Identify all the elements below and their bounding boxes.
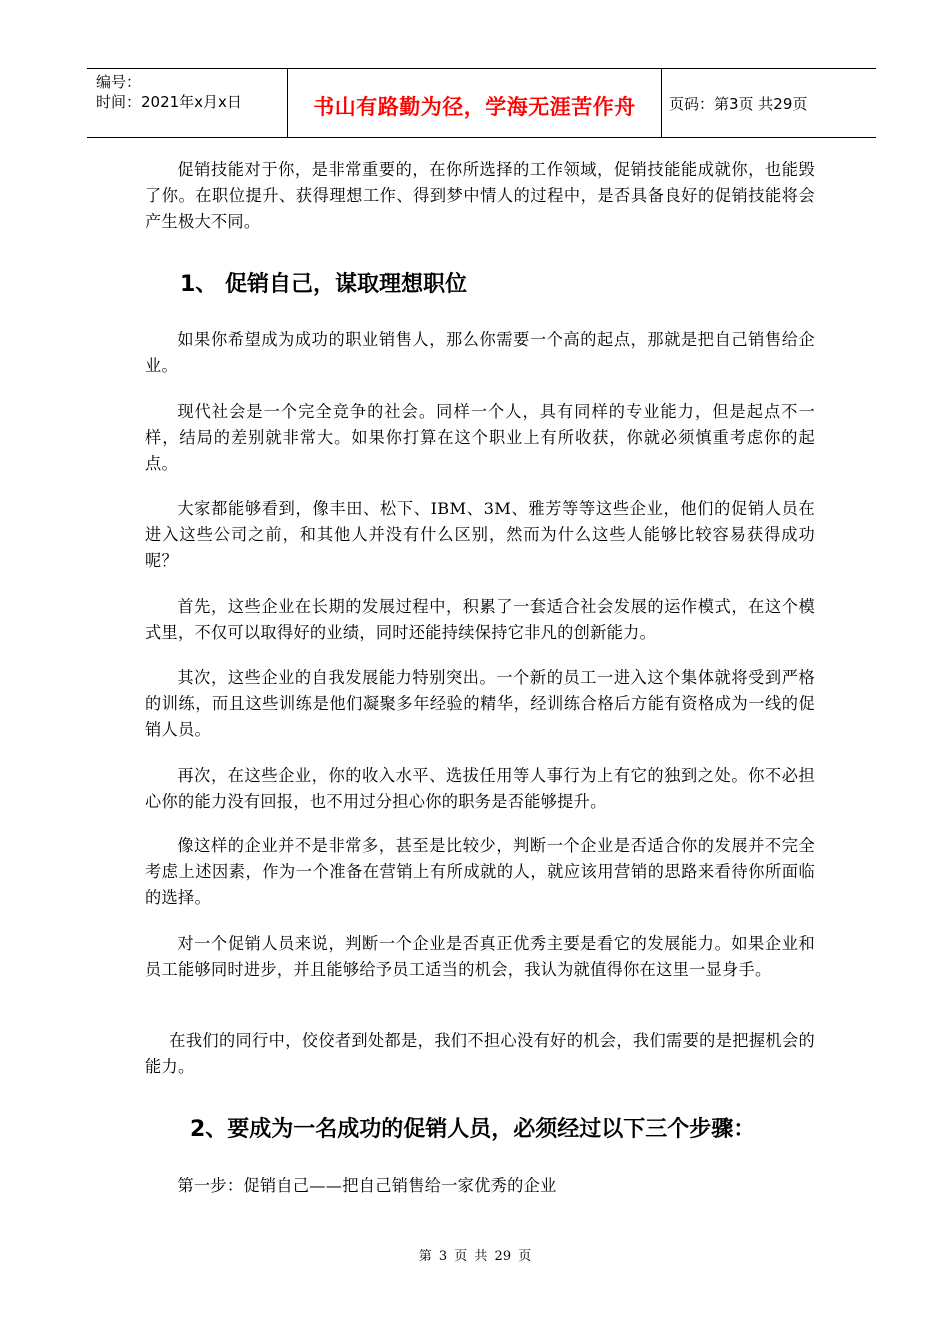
section-1-paragraph-3: 大家都能够看到，像丰田、松下、IBM、3M、雅芳等等这些企业，他们的促销人员在进入这些公司之前，和其他人并没有什么区别，然而为什么这些人能够比较容易获得成功呢？ [145, 499, 815, 570]
section-1-heading: 1、 促销自己，谋取理想职位 [180, 272, 467, 297]
section-1-paragraph-6: 再次，在这些企业，你的收入水平、选拔任用等人事行为上有它的独到之处。你不必担心你的能力没有回报，也不用过分担心你的职务是否能够提升。 [145, 766, 815, 811]
document-number-label: 编号： [96, 73, 142, 91]
page-header-table [87, 68, 876, 138]
section-1-paragraph-8: 对一个促销人员来说，判断一个企业是否真正优秀主要是看它的发展能力。如果企业和员工能够同时进步，并且能够给予员工适当的机会，我认为就值得你在这里一显身手。 [145, 934, 815, 979]
document-time-label: 时间：2021年x月x日 [96, 93, 242, 111]
section-1-paragraph-7: 像这样的企业并不是非常多，甚至是比较少，判断一个企业是否适合你的发展并不完全考虑上述因素，作为一个准备在营销上有所成就的人，就应该用营销的思路来看待你所面临的选择。 [145, 836, 815, 907]
section-2-heading: 2、要成为一名成功的促销人员，必须经过以下三个步骤： [190, 1117, 756, 1142]
section-1-paragraph-5: 其次，这些企业的自我发展能力特别突出。一个新的员工一进入这个集体就将受到严格的训练，而且这些训练是他们凝聚多年经验的精华，经训练合格后方能有资格成为一线的促销人员。 [145, 668, 815, 739]
header-motto-cell [287, 69, 662, 137]
page-footer: 第 3 页 共 29 页 [418, 1249, 532, 1264]
section-1-paragraph-2: 现代社会是一个完全竞争的社会。同样一个人，具有同样的专业能力，但是起点不一样，结局的差别就非常大。如果你打算在这个职业上有所收获，你就必须慎重考虑你的起点。 [145, 402, 815, 473]
intro-paragraph: 促销技能对于你，是非常重要的，在你所选择的工作领域，促销技能能成就你，也能毁了你。在职位提升、获得理想工作、得到梦中情人的过程中，是否具备良好的促销技能将会产生极大不同。 [145, 160, 815, 231]
header-page-number: 页码：第3页 共29页 [669, 95, 808, 113]
section-1-paragraph-1: 如果你希望成为成功的职业销售人，那么你需要一个高的起点，那就是把自己销售给企业。 [145, 330, 815, 375]
section-1-paragraph-9: 在我们的同行中，佼佼者到处都是，我们不担心没有好的机会，我们需要的是把握机会的能力。 [145, 1031, 815, 1076]
header-meta-cell [87, 69, 287, 137]
header-page-cell [661, 69, 876, 137]
section-2-step-1: 第一步：促销自己——把自己销售给一家优秀的企业 [177, 1176, 557, 1195]
header-motto: 书山有路勤为径，学海无涯苦作舟 [313, 95, 636, 119]
section-1-paragraph-4: 首先，这些企业在长期的发展过程中，积累了一套适合社会发展的运作模式，在这个模式里，不仅可以取得好的业绩，同时还能持续保持它非凡的创新能力。 [145, 597, 815, 642]
